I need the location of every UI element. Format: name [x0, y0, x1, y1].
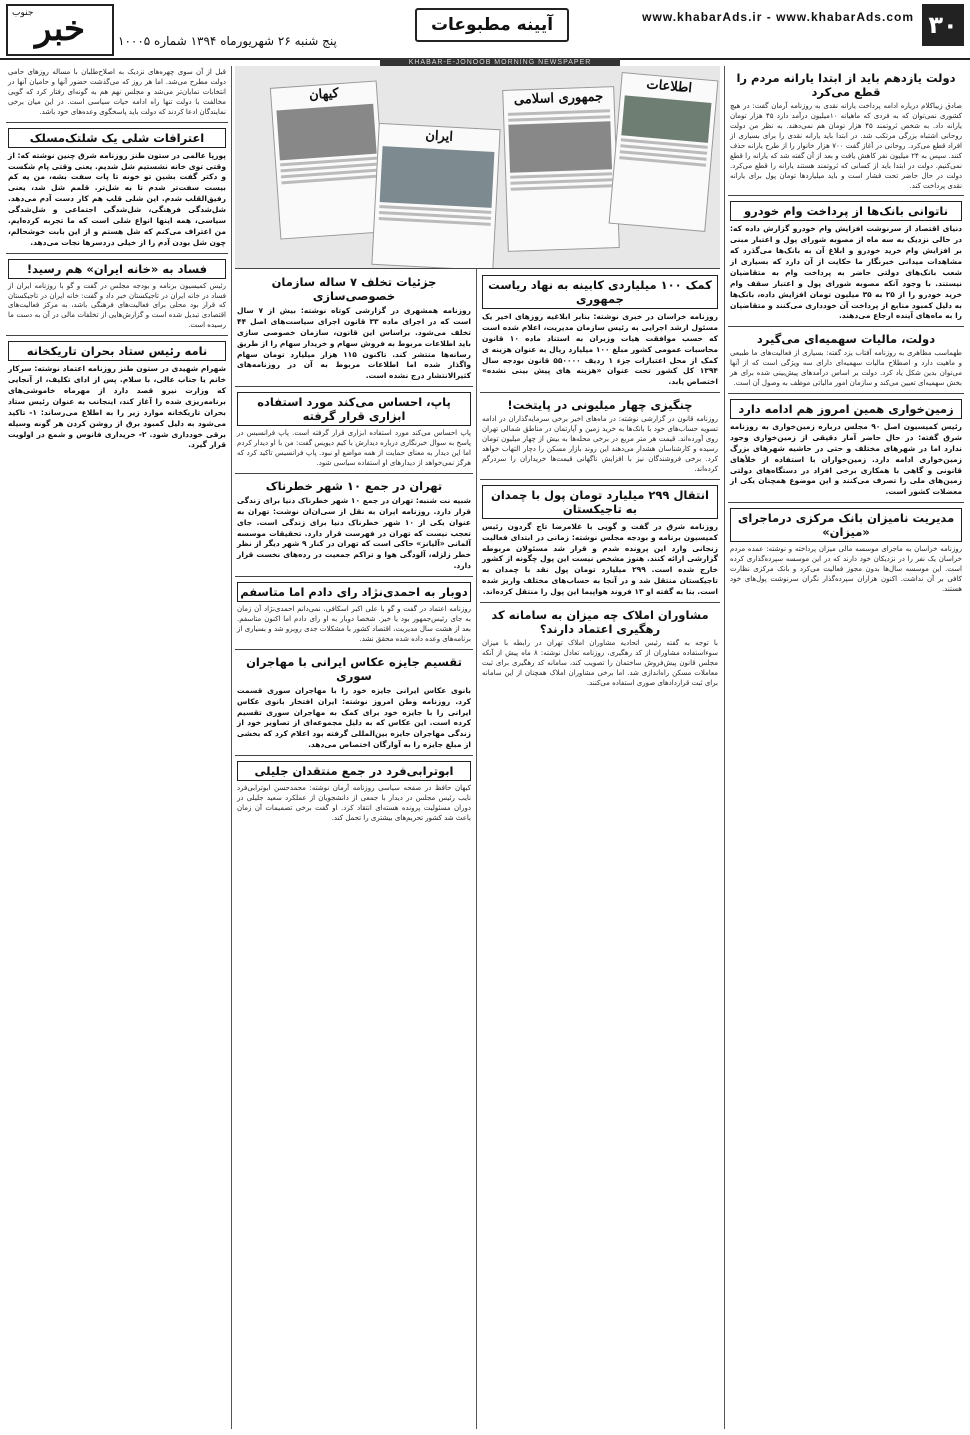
headline: دوبار به احمدی‌نژاد رای دادم اما متاسفم: [237, 582, 471, 602]
article-body: روزنامه شرق در گفت و گویی با غلامرضا تاج گردون رئیس کمیسیون برنامه و بودجه مجلس نوشته: زمانی در ابتدای فعالیت زنجانی وارد این پرونده شدم و قرار شد مسئولان مربوطه گزارشی ارائه کنند. هنوز مشخص نیست این پول چگونه از کشور خارج شده است. ۲۹۹ میلیارد تومان پول نقد با چمدان به تاجیکستان منتقل شد و در آنجا به حساب‌های مختلف واریز شده است. بنا به گفته او ۱۳ فروند هواپیما این پول را منتقل کرده‌اند.: [482, 521, 718, 596]
website-url: www.khabarAds.ir - www.khabarAds.com: [642, 10, 914, 24]
newspaper-logo: [6, 4, 114, 56]
headline: تقسیم جایزه عکاس ایرانی با مهاجران سوری: [246, 654, 462, 683]
headline: مدیریت نامیزان بانک مرکزی درماجرای «میزان»: [730, 508, 962, 542]
article-body: قبل از آن سوی چهره‌های نزدیک به اصلاح‌طلبان با مساله روزهای حامی دولت مطرح می‌شد. اما هر روز که می‌گذشت حضور آنها و حامیان آنها در انتخابات نمایان‌تر می‌شد و مجلس نهم هم به گونه‌ای رفتار کرد که گویی مخالفت با دولت تنها راه ادامه حیات سیاسی است. در این میان برخی نمایندگان ادعا کردند که دولت باید پاسخگوی وعده‌های خود باشد.: [8, 68, 226, 116]
article-critique: [6, 123, 228, 254]
logo-subtitle: جنوب: [12, 8, 34, 18]
article-tehran: [235, 474, 473, 577]
article-intro: [6, 66, 228, 123]
headline: ابوترابی‌فرد در جمع منتقدان جلیلی: [237, 761, 471, 781]
article-staff: [6, 336, 228, 455]
column-3: [235, 270, 473, 1429]
article-body: طهماسب مظاهری به روزنامه آفتاب یزد گفته: بسیاری از فعالیت‌های ما طبیعی و ماهیت دارد و اصطلاح مالیات سهمیه‌ای دارای سه ویژگی است که از آنها می‌توان بدین شکل یاد کرد. دولت بر اساس درآمدهای پیش‌بینی شده برای هر بخش سهمیه‌ای تعیین می‌کند و سازمان امور مالیاتی موظف به وصول آن است.: [730, 349, 962, 388]
column-4: [6, 66, 228, 1429]
article-body: روزنامه اعتماد در گفت و گو با علی اکبر اسکافی، نمی‌دانم احمدی‌نژاد آن زمان به جای رئیس‌جمهور بود یا خیر. شخصا دوبار به او رای دادم اما اکنون متاسفم. بعد از هشت سال مدیریت، اقتصاد کشور با مشکلات جدی روبرو شد و بسیاری از برنامه‌های وعده داده شده محقق نشد.: [237, 605, 471, 643]
article-privatization: [235, 270, 473, 387]
headline: تهران در جمع ۱۰ شهر خطرناک: [265, 478, 443, 493]
article-body: رئیس کمیسیون اصل ۹۰ مجلس درباره زمین‌خواری به روزنامه شرق گفته: در حال حاضر آمار دقیقی از زمین‌خواری وجود ندارد اما در شهرهای مختلف و حتی در حاشیه شهرهای بزرگ زمین‌خواری ادامه دارد. زمین‌خواران با استفاده از خلأهای قانونی و گاهی با همکاری برخی افراد در دستگاه‌های دولتی زمین‌های ملی را تصرف می‌کنند و این موضوع همچنان یکی از معضلات کشور است.: [730, 422, 962, 497]
headline: اعترافات شلی یک شلتک‌مسلک: [8, 128, 226, 148]
paper-photo: [621, 95, 711, 142]
article-mizan: [728, 503, 964, 599]
article-jalili: [235, 756, 473, 828]
paper-masthead: کیهان: [308, 86, 340, 104]
headline: انتقال ۲۹۹ میلیارد تومان پول با چمدان به تاجیکستان: [482, 485, 718, 519]
newspaper-image: [270, 80, 387, 239]
article-body: شهرام شهیدی در ستون طنز روزنامه اعتماد نوشته: سرکار خانم یا جناب عالی، با سلام. پس از ادای تکلیف، از آنجایی که وزارت نیرو قصد دارد از مهرماه خاموشی‌های برنامه‌ریزی شده را آغاز کند، اینجانب به عنوان رئیس ستاد بحران تاریکخانه موارد زیر را به اطلاع می‌رساند: ۱- تاکید می‌شود به دلیل کمبود برق از روشن کردن هر گونه وسیله برقی خودداری شود. ۲- خریداری فانوس و شمع در اولویت قرار گیرد.: [8, 364, 226, 450]
newspaper-image: [502, 86, 620, 252]
issue-line: پنج شنبه ۲۶ شهریورماه ۱۳۹۴ شماره ۱۰۰۰۵: [118, 34, 337, 48]
article-body: پورپا عالمی در ستون طنز روزنامه شرق چنین نوشته که: از وقتی توی خانه نشستیم شل شدیم. یعنی وقتی پام شکست و دکتر گفت بشین تو خونه تا پات سفت بشه، من یه کم بیست سفت‌تر شدم تا به شل‌تر. قلمم شل شد، یعنی رفیق‌القلب شدم. این شلی قلب هم کار دست آدم می‌دهد. شل‌شدگی فرهنگی، شل‌شدگی اجتماعی و شل‌شدگی سیاسی، همه اینها انواع شلی است که ما تجربه کرده‌ایم. من اعتراف می‌کنم که شل هستم و از این بابت خوشحالم، چون شل بودن آدم را از خیلی دردسرها نجات می‌دهد.: [8, 150, 226, 247]
paper-masthead: جمهوری اسلامی: [513, 89, 604, 108]
newspaper-image: [609, 72, 719, 232]
article-ahmadinejad: [235, 577, 473, 650]
article-body: شبیه نت شنبه: تهران در جمع ۱۰ شهر خطرناک دنیا برای زندگی قرار دارد. روزنامه ایران به نقل از سی‌ان‌ان نوشت: تهران به عنوان یکی از ۱۰ شهر خطرناک دنیا برای زندگی است. جای تعجب نیست که تهران در فهرست قرار دارد. تحقیقات موسسه آلمانی «آلیانز» حاکی است که تهران در کنار ۹ شهر دیگر از نظر خطر زلزله، آلودگی هوا و تراکم جمعیت در رده‌های نخست قرار دارد.: [237, 495, 471, 571]
logo-text: خبر: [34, 9, 86, 49]
article-cabinet: [480, 270, 720, 393]
headline: کمک ۱۰۰ میلیاردی کابینه به نهاد ریاست جمهوری: [482, 275, 718, 309]
newspaper-image: [371, 123, 500, 269]
column-rule: [724, 66, 725, 1429]
article-body: دنیای اقتصاد از سرنوشت افزایش وام خودرو گزارش داده که: در حالی نزدیک به سه ماه از مصوبه شورای پول و اعتبار مبنی بر افزایش وام خرید خودرو و ابلاغ آن به بانک‌ها می‌گذرد که مشاهدات میدانی خبرنگار ما حکایت از آن دارد که بسیاری از شعب بانک‌های دولتی حاضر به پرداخت وام به متقاضیان نیستند. با وجود آنکه مصوبه شورای پول و اعتبار سقف وام خرید خودرو را از ۲۵ به ۳۵ میلیون تومان افزایش داده، بانک‌ها به دلیل کمبود منابع از پرداخت آن خودداری می‌کنند و متقاضیان را به ماه‌های آینده ارجاع می‌دهند.: [730, 224, 962, 321]
article-land: [728, 394, 964, 503]
headline: جزئیات تخلف ۷ ساله سازمان خصوصی‌سازی: [271, 275, 437, 303]
article-popes: [235, 387, 473, 474]
article-photo-award: [235, 650, 473, 756]
masthead: [0, 0, 970, 60]
paper-photo: [508, 121, 612, 173]
headline: مشاوران املاک چه میزان به سامانه کد رهگیری اعتماد دارند؟: [491, 607, 709, 636]
article-body: صادق زیباکلام درباره ادامه پرداخت یارانه نقدی به روزنامه آرمان گفت: در هیچ کشوری نمی‌توان که به فردی که ماهیانه ۱۰میلیون درآمد دارد ۴۵ هزار تومان یارانه داد. به شخص ثروتمند ۴۵ هزار تومان هم نمی‌دهند. به نظر من دولت روحانی اشتباه بزرگی مرتکب شد. در ابتدا باید یارانه نقدی را برای بسیاری از افراد قطع می‌کرد. روحانی در آغاز گفت ۷۰۰ هزار خانوار را از طرح یارانه حذف کنند. سپس به ۲۴ میلیون نفر کاهش یافت و بعد از آن گفته شد که یارانه را قطع نمی‌کنیم. دولت در ابتدا باید از کسانی که ثروتمند هستند یارانه را قطع می‌کرد. دولت در حال حاضر تحت فشار است و باید میلیاردها تومان پول برای یارانه نقدی پرداخت کند.: [730, 102, 962, 190]
article-tajik: [480, 480, 720, 603]
article-body: کیهان حافظ در صفحه سیاسی روزنامه آرمان نوشته: محمدحسن ابوترابی‌فرد نایب رئیس مجلس در دیدار با جمعی از دانشجویان از عملکرد سعید جلیلی در دوران مسئولیت پرونده هسته‌ای انتقاد کرد. او گفت برخی تصمیمات آن زمان باعث شد کشور تحریم‌های بیشتری را تحمل کند.: [237, 784, 471, 822]
article-banks: [728, 196, 964, 327]
headline: دولت، مالیات سهمیه‌ای می‌گیرد: [756, 332, 936, 347]
newspapers-photo: [235, 66, 720, 269]
article-body: روزنامه قانون در گزارشی نوشته: در ماه‌های اخیر برخی سرمایه‌گذاران در ادامه تسویه حساب‌های خود با بانک‌ها به خرید زمین و آپارتمان در مناطق شمالی تهران روی آورده‌اند. قیمت هر متر مربع در برخی محله‌ها به بیش از چهار میلیون تومان رسیده و کارشناسان هشدار می‌دهند این روند بازار مسکن را دچار التهاب خواهد کرد. برخی فروشندگان نیز با افزایش ناگهانی قیمت‌ها خریداران را سردرگم کرده‌اند.: [482, 415, 718, 473]
column-1: [728, 66, 964, 1429]
paper-masthead: اطلاعات: [645, 77, 693, 97]
paper-photo: [380, 146, 495, 208]
article-body: بانوی عکاس ایرانی جایزه خود را با مهاجران سوری قسمت کرد. روزنامه وطن امروز نوشته: ایران افتخار بانوی عکاس ایرانی را با جایزه خود برای کمک به مهاجران سوری تقسیم کرده است. این عکاس که به دلیل مجموعه‌ای از تصاویر خود از زندگی مهاجران جایزه بین‌المللی گرفته بود اعلام کرد که بخشی از مبلغ جایزه را به آوارگان اختصاص می‌دهد.: [237, 685, 471, 750]
article-body: با توجه به گفته رئیس اتحادیه مشاوران املاک تهران در رابطه با میزان سوءاستفاده مشاوران از کد رهگیری، روزنامه تعادل نوشته: ۸ ماه پیش از آنکه مجلس قانون پیش‌فروش ساختمان را تصویب کند، سامانه کد رهگیری برای ثبت معاملات مسکن راه‌اندازی شد. اما برخی مشاوران املاک همچنان از این سامانه برای ثبت قراردادهای صوری استفاده می‌کنند.: [482, 638, 719, 687]
paper-photo: [276, 104, 376, 161]
headline: فساد به «خانه ایران» هم رسید!: [8, 259, 226, 279]
banner-strip: KHABAR-E-JONOOB MORNING NEWSPAPER: [380, 58, 620, 68]
headline: نامه رئیس ستاد بحران تاریکخانه: [8, 341, 226, 361]
headline: ناتوانی بانک‌ها از پرداخت وام خودرو: [730, 201, 962, 221]
column-2: [480, 270, 720, 1429]
article-body: روزنامه همشهری در گزارشی کوتاه نوشته: بیش از ۷ سال است که در اجرای ماده ۳۳ قانون اجرای سیاست‌های اصل ۴۴ تخلف می‌شود. براساس این قانون، سازمان خصوصی سازی باید اطلاعات مربوط به فروش سهام و خریدار سهام را از طریق رسانه‌ها منتشر کند. تاکنون ۱۱۵ هزار میلیارد تومان سهام واگذار شده اما اطلاعات مربوط به آن در روزنامه‌های کثیرالانتشار درج نشده است.: [236, 306, 472, 381]
article-yarane: [728, 66, 964, 196]
article-body: رئیس کمیسیون برنامه و بودجه مجلس در گفت و گو با روزنامه ایران از فساد در خانه ایران در تاجیکستان خبر داد و گفت: خانه ایران در تاجیکستان که قرار بود محلی برای فعالیت‌های فرهنگی باشد، به مرکز فعالیت‌های اقتصادی تبدیل شده است و گزارش‌هایی از تخلفات مالی در آن به دست ما رسیده است.: [8, 281, 226, 330]
article-body: پاپ احساس می‌کند مورد استفاده ابزاری قرار گرفته است. پاپ فرانسیس در پاسخ به سوال خبرنگاری درباره دیدارش با کیم دیویس گفت: من با او دیدار کردم اما این دیدار به معنای حمایت از همه مواضع او نبود. پاپ فرانسیس تاکید کرد که هرگز نمی‌خواهد از دیدارهای او استفاده سیاسی شود.: [237, 429, 471, 467]
article-property: [480, 603, 720, 693]
headline: پاپ، احساس می‌کند مورد استفاده ابزاری قرار گرفته: [237, 392, 471, 426]
article-khane-iran: [6, 254, 228, 337]
article-shares: [728, 327, 964, 394]
article-body: روزنامه خراسان به ماجرای موسسه مالی میزان پرداخته و نوشته: عمده مردم خراسان یک نفر را در نزدیکان خود دارند که در این موسسه سپرده‌گذاری کرده است. این موسسه سال‌ها بدون مجوز فعالیت می‌کرد و بانک مرکزی نظارت کافی بر آن نداشت. اکنون هزاران سپرده‌گذار نگران سرنوشت پول‌های خود هستند.: [730, 545, 962, 593]
section-title: آیینه مطبوعات: [415, 8, 569, 42]
column-rule: [231, 66, 232, 1429]
column-rule: [476, 268, 477, 1429]
headline: دولت یازدهم باید از ابتدا یارانه مردم را قطع می‌کرد: [736, 71, 956, 99]
page-number: ۳۰: [922, 4, 964, 46]
paper-masthead: ایران: [425, 128, 454, 145]
article-bidding: [480, 393, 720, 480]
article-body: روزنامه خراسان در خبری نوشته: بنابر ابلاغیه روزهای اخیر یک مسئول ارشد اجرایی به رئیس سازمان مدیریت، اعلام شده است که حسب موافقت هیات وزیران به استناد ماده ۱۰ قانون محاسبات عمومی کشور مبلغ ۱۰۰ میلیارد ریال به عنوان هزینه ی کمک از محل اعتبارات جزء ۱ ردیف ۵۵۰۰۰۰ قانون بودجه سال ۱۳۹۴ کل کشور تحت عنوان «هزینه های پیش بینی نشده» اختصاص یابد.: [482, 312, 719, 387]
headline: زمین‌خواری همین امروز هم ادامه دارد: [730, 399, 962, 419]
headline: چنگیزی چهار میلیونی در پایتخت!: [507, 398, 693, 413]
